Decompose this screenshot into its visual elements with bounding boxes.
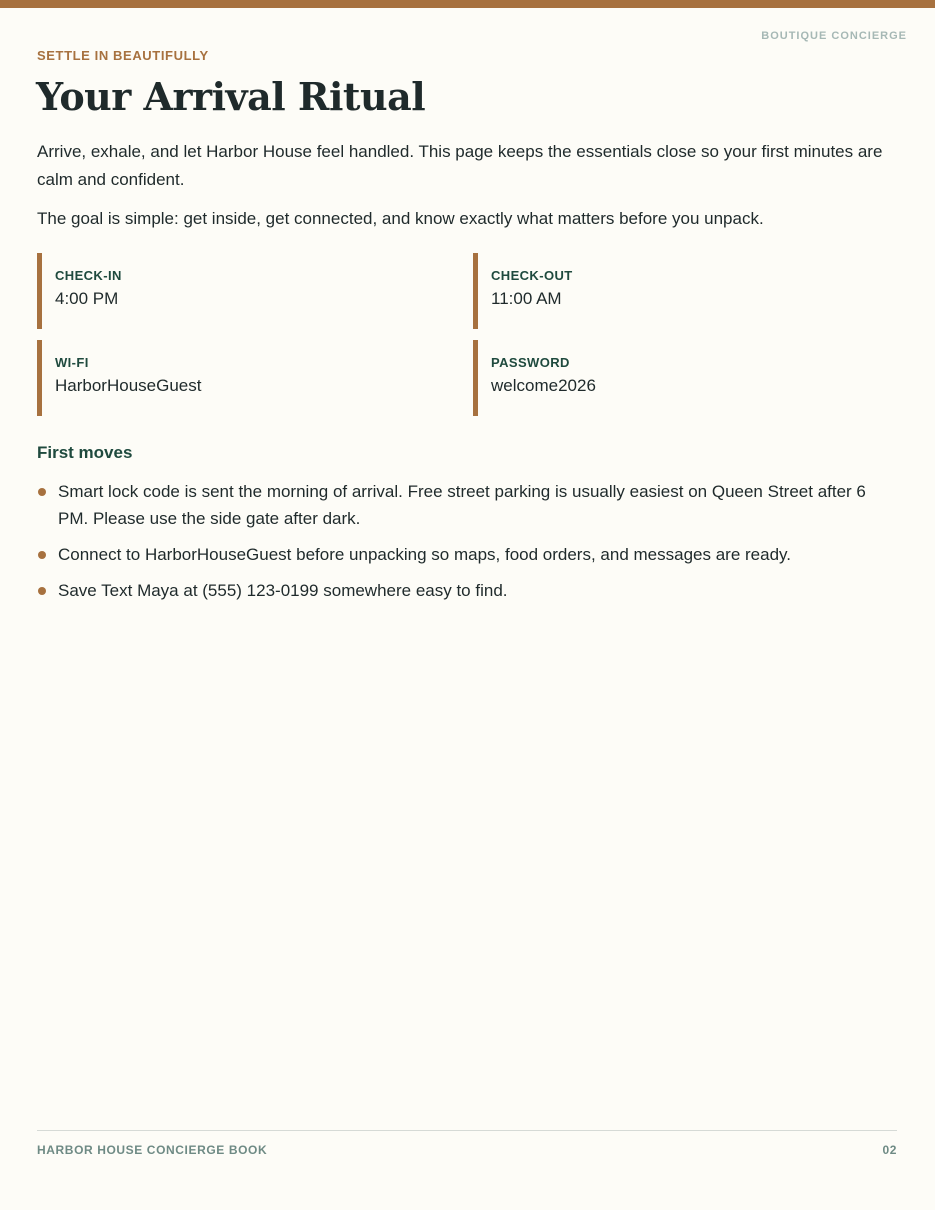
info-card-check-in: [37, 253, 437, 329]
first-moves-list: [37, 478, 897, 613]
info-label: CHECK-IN: [55, 268, 122, 283]
info-value: 11:00 AM: [491, 289, 562, 308]
eyebrow-label: SETTLE IN BEAUTIFULLY: [37, 48, 209, 63]
top-accent-bar: [0, 0, 935, 8]
info-value: HarborHouseGuest: [55, 376, 202, 395]
info-label: PASSWORD: [491, 355, 570, 370]
info-card-password: [473, 340, 873, 416]
brand-tag: BOUTIQUE CONCIERGE: [761, 30, 907, 42]
first-moves-heading: First moves: [37, 443, 133, 462]
info-card-wifi: [37, 340, 437, 416]
info-value: welcome2026: [491, 376, 596, 395]
list-item-text: Smart lock code is sent the morning of arrival. Free street parking is usually easiest on Queen Street after 6 PM. Please use the side gate after dark.: [58, 482, 866, 528]
page-number: 02: [882, 1143, 897, 1157]
list-item-text: Save Text Maya at (555) 123-0199 somewhere easy to find.: [58, 581, 508, 600]
intro-paragraph: Arrive, exhale, and let Harbor House feel handled. This page keeps the essentials close so your first minutes are calm and confident.: [37, 142, 883, 189]
info-label: CHECK-OUT: [491, 268, 573, 283]
list-item-text: Connect to HarborHouseGuest before unpacking so maps, food orders, and messages are ready.: [58, 545, 791, 564]
footer-divider: [37, 1130, 897, 1131]
bullet-icon: [38, 551, 46, 559]
goal-paragraph: The goal is simple: get inside, get connected, and know exactly what matters before you unpack.: [37, 209, 764, 228]
info-label: WI-FI: [55, 355, 89, 370]
info-value: 4:00 PM: [55, 289, 119, 308]
bullet-icon: [38, 587, 46, 595]
list-item: [37, 478, 897, 532]
list-item: [37, 577, 897, 604]
page-title: Your Arrival Ritual: [36, 74, 426, 119]
info-card-check-out: [473, 253, 873, 329]
list-item: [37, 541, 897, 568]
footer-title: HARBOR HOUSE CONCIERGE BOOK: [37, 1143, 268, 1157]
bullet-icon: [38, 488, 46, 496]
